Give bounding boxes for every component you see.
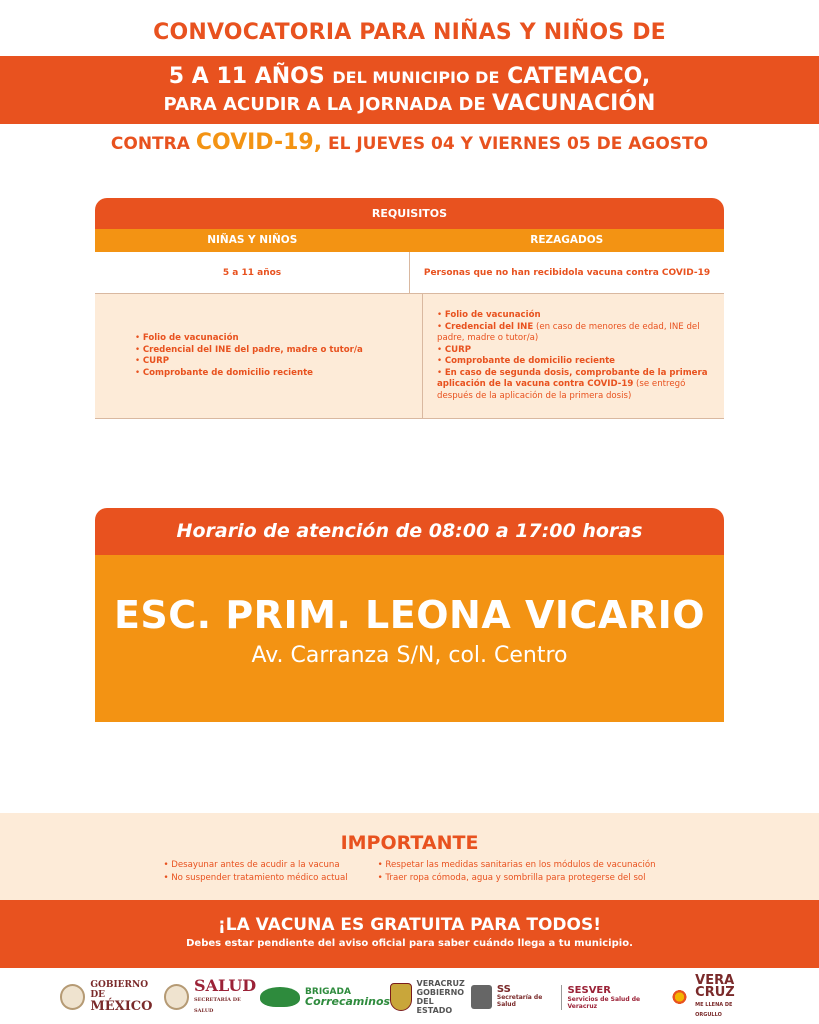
location-panel — [95, 555, 724, 722]
requirements-audience-row — [95, 252, 724, 294]
school-address: Av. Carranza S/N, col. Centro — [251, 643, 568, 668]
list-item: • Respetar las medidas sanitarias en los módulos de vacunación — [378, 859, 656, 872]
header-band-line-1 — [0, 64, 819, 91]
important-list — [0, 859, 819, 885]
veracruz-orgullo-logo: VERA CRUZ ME LLENA DE ORGULLO — [669, 975, 759, 1019]
header-band-line-2 — [0, 91, 819, 118]
children-requirements — [95, 294, 423, 418]
list-item: • Comprobante de domicilio reciente — [135, 368, 363, 380]
list-item: • No suspender tratamiento médico actual — [163, 872, 347, 885]
dates-label: EL JUEVES 04 Y VIERNES 05 DE AGOSTO — [327, 134, 709, 154]
list-item: • Folio de vacunación — [135, 333, 363, 345]
list-item: • Comprobante de domicilio reciente — [437, 356, 710, 368]
against-label: CONTRA — [110, 134, 190, 154]
col-header-children: NIÑAS Y NIÑOS — [207, 234, 298, 246]
requirements-items-row — [95, 294, 724, 419]
list-item: • Folio de vacunación — [437, 310, 710, 322]
important-section — [0, 813, 819, 900]
list-item: • Credencial del INE del padre, madre o tutor/a — [135, 345, 363, 357]
list-item: • Credencial del INE (en caso de menores de edad, INE del padre, madre o tutor/a) — [437, 322, 710, 345]
sesver-logo: SESVER Servicios de Salud de Veracruz — [561, 985, 668, 1010]
free-vaccine-subtitle: Debes estar pendiente del aviso oficial para saber cuándo llega a tu municipio. — [186, 938, 633, 949]
salud-logo: SALUD SECRETARÍA DE SALUD — [164, 979, 260, 1016]
free-vaccine-title: ¡LA VACUNA ES GRATUITA PARA TODOS! — [218, 915, 601, 935]
important-title: IMPORTANTE — [340, 832, 479, 854]
lagging-requirements — [423, 294, 724, 418]
gobierno-mexico-logo: GOBIERNO DE MÉXICO — [60, 980, 164, 1014]
schedule-card — [95, 508, 724, 722]
brigada-correcaminos-logo: BRIGADA Correcaminos — [260, 987, 390, 1008]
requirements-table — [95, 198, 724, 420]
eagle-seal-icon — [60, 984, 85, 1010]
ss-logo: SS Secretaría de Salud — [471, 985, 562, 1009]
campaign-prefix: PARA ACUDIR A LA JORNADA DE — [163, 94, 486, 115]
list-item: • CURP — [437, 345, 710, 357]
municipality-name: CATEMACO, — [507, 64, 651, 89]
covid-label: COVID-19, — [195, 130, 323, 155]
municipality-prefix: DEL MUNICIPIO DE — [332, 68, 500, 87]
school-name: ESC. PRIM. LEONA VICARIO — [113, 593, 706, 637]
children-age: 5 a 11 años — [95, 252, 410, 293]
col-header-lagging: REZAGADOS — [530, 234, 604, 246]
requirements-title: REQUISITOS — [95, 198, 724, 229]
schedule-hours: Horario de atención de 08:00 a 17:00 horas — [95, 508, 724, 555]
eagle-seal-icon — [164, 984, 189, 1010]
list-item: • En caso de segunda dosis, comprobante de la primera aplicación de la vacuna contra COVID-19 (se entregó después de la aplicación de la primera dosis) — [437, 368, 710, 403]
flower-icon — [669, 986, 690, 1008]
requirements-header-row — [95, 229, 724, 252]
logos-footer — [0, 972, 819, 1022]
header-line-3 — [0, 130, 819, 155]
lagging-description: Personas que no han recibido la vacuna contra COVID-19 — [423, 267, 711, 278]
veracruz-shield-icon — [390, 983, 411, 1011]
campaign-name: VACUNACIÓN — [491, 91, 656, 116]
free-vaccine-band — [0, 900, 819, 968]
list-item: • Traer ropa cómoda, agua y sombrilla para protegerse del sol — [378, 872, 656, 885]
ss-building-icon — [471, 985, 492, 1009]
header-line-1: CONVOCATORIA PARA NIÑAS Y NIÑOS DE — [153, 20, 666, 45]
veracruz-gobierno-logo: VERACRUZ GOBIERNO DEL ESTADO — [390, 979, 470, 1015]
header-band — [0, 56, 819, 124]
list-item: • CURP — [135, 356, 363, 368]
list-item: • Desayunar antes de acudir a la vacuna — [163, 859, 347, 872]
roadrunner-icon — [260, 987, 300, 1007]
age-range: 5 A 11 AÑOS — [168, 64, 325, 89]
